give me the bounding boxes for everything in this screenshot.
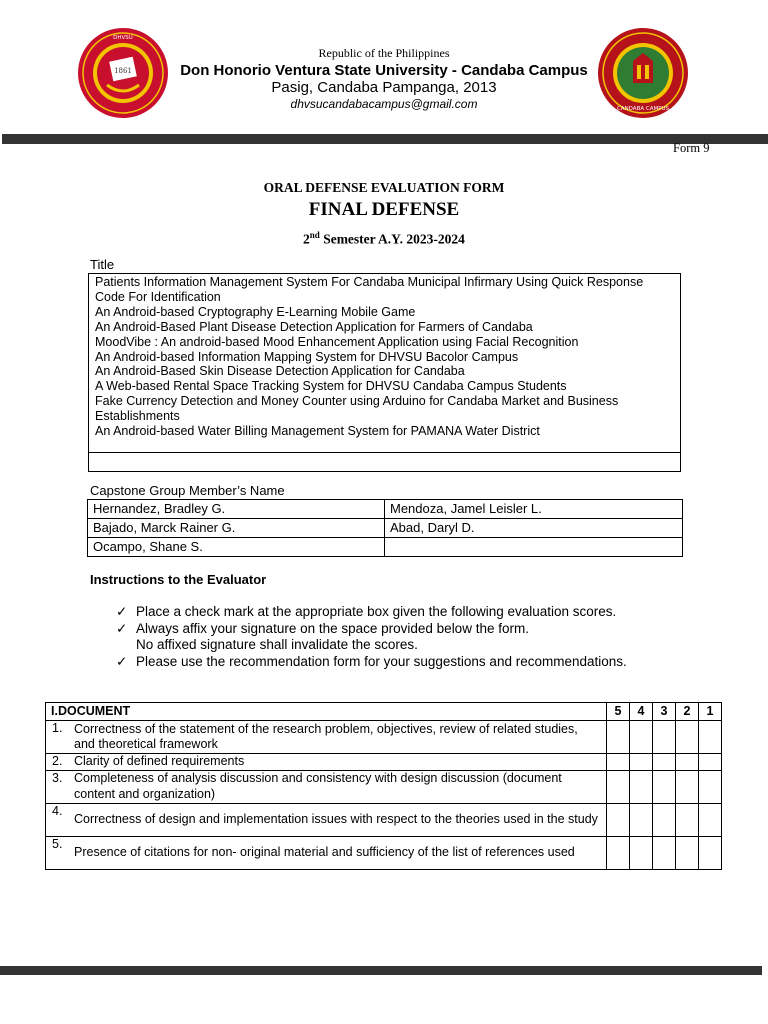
project-title: MoodVibe : An android-based Mood Enhancement Application using Facial Recognition xyxy=(95,334,579,349)
score-checkbox-5[interactable] xyxy=(607,721,630,754)
table-row xyxy=(46,836,722,869)
score-checkbox-4[interactable] xyxy=(630,803,653,836)
table-row xyxy=(88,519,683,538)
member-name: Abad, Daryl D. xyxy=(385,519,683,538)
check-icon: ✓ xyxy=(116,653,128,669)
member-name: Bajado, Marck Rainer G. xyxy=(88,519,385,538)
criterion-cell xyxy=(46,770,607,803)
members-label: Capstone Group Member’s Name xyxy=(90,483,285,498)
criterion-text: Clarity of defined requirements xyxy=(74,754,245,768)
member-name: Ocampo, Shane S. xyxy=(88,538,385,557)
score-checkbox-1[interactable] xyxy=(699,770,722,803)
score-checkbox-1[interactable] xyxy=(699,721,722,754)
instruction-text: Always affix your signature on the space provided below the form. xyxy=(136,620,529,636)
score-header: 5 xyxy=(607,703,630,721)
table-header-row xyxy=(46,703,722,721)
project-title: Patients Information Management System For Candaba Municipal Infirmary Using Quick Response Code For Identification xyxy=(95,275,644,304)
semester-number: 2 xyxy=(303,231,310,247)
score-checkbox-5[interactable] xyxy=(607,803,630,836)
criterion-number: 1. xyxy=(52,721,63,735)
member-name: Hernandez, Bradley G. xyxy=(88,500,385,519)
table-row xyxy=(88,500,683,519)
score-checkbox-2[interactable] xyxy=(676,721,699,754)
score-checkbox-4[interactable] xyxy=(630,836,653,869)
form-title: ORAL DEFENSE EVALUATION FORM xyxy=(263,180,505,195)
criterion-text: Correctness of design and implementation issues with respect to the theories used in the study xyxy=(74,811,598,826)
criterion-cell xyxy=(46,836,607,869)
score-checkbox-2[interactable] xyxy=(676,803,699,836)
criterion-cell xyxy=(46,721,607,754)
criterion-number: 5. xyxy=(52,836,63,851)
score-checkbox-3[interactable] xyxy=(653,836,676,869)
right-seal-subtext: CANDABA CAMPUS xyxy=(616,106,670,112)
semester-suffix: nd xyxy=(309,230,320,240)
score-checkbox-3[interactable] xyxy=(653,803,676,836)
score-checkbox-5[interactable] xyxy=(607,770,630,803)
instructions-title: Instructions to the Evaluator xyxy=(90,572,267,587)
criterion-number: 2. xyxy=(52,754,63,768)
university-name: Don Honorio Ventura State University - Candaba Campus xyxy=(180,62,588,79)
republic-line: Republic of the Philippines xyxy=(318,46,450,60)
check-icon: ✓ xyxy=(116,620,128,636)
score-checkbox-5[interactable] xyxy=(607,754,630,771)
campus-email: dhvsucandabacampus@gmail.com xyxy=(290,97,478,111)
criterion-text: Correctness of the statement of the research problem, objectives, review of related studies, and theoretical framework xyxy=(74,721,578,751)
instructions-list xyxy=(116,604,676,670)
score-checkbox-2[interactable] xyxy=(676,836,699,869)
score-checkbox-3[interactable] xyxy=(653,770,676,803)
evaluation-table xyxy=(45,702,722,870)
criterion-number: 4. xyxy=(52,803,63,818)
project-title: An Android-based Information Mapping System for DHVSU Bacolor Campus xyxy=(95,349,519,364)
criterion-number: 3. xyxy=(52,770,63,785)
score-checkbox-4[interactable] xyxy=(630,770,653,803)
criterion-text: Completeness of analysis discussion and consistency with design discussion (document content and organization) xyxy=(74,771,562,801)
project-title: An Android-based Cryptography E-Learning Mobile Game xyxy=(95,304,416,319)
score-header: 3 xyxy=(653,703,676,721)
table-row xyxy=(46,721,722,754)
project-title: A Web-based Rental Space Tracking System for DHVSU Candaba Campus Students xyxy=(95,379,567,394)
score-checkbox-2[interactable] xyxy=(676,754,699,771)
list-item xyxy=(116,621,676,654)
svg-text:DHVSU: DHVSU xyxy=(113,35,133,41)
table-row xyxy=(46,803,722,836)
score-checkbox-1[interactable] xyxy=(699,754,722,771)
semester-academic-year: Semester A.Y. 2023-2024 xyxy=(319,231,465,247)
table-row xyxy=(88,538,683,557)
project-title: An Android-Based Skin Disease Detection Application for Candaba xyxy=(95,364,465,379)
title-label: Title xyxy=(90,257,115,272)
project-title: An Android-Based Plant Disease Detection Application for Farmers of Candaba xyxy=(95,319,533,334)
instruction-note: No affixed signature shall invalidate the scores. xyxy=(136,637,418,652)
footer-divider xyxy=(0,966,762,975)
header-divider xyxy=(2,134,768,144)
project-titles-box xyxy=(88,273,681,453)
score-checkbox-3[interactable] xyxy=(653,754,676,771)
list-item xyxy=(116,604,676,621)
score-checkbox-5[interactable] xyxy=(607,836,630,869)
score-checkbox-4[interactable] xyxy=(630,754,653,771)
score-header: 2 xyxy=(676,703,699,721)
list-item xyxy=(116,654,676,671)
score-checkbox-3[interactable] xyxy=(653,721,676,754)
criterion-cell xyxy=(46,803,607,836)
table-row xyxy=(46,754,722,771)
score-checkbox-1[interactable] xyxy=(699,803,722,836)
check-icon: ✓ xyxy=(116,604,128,619)
score-header: 1 xyxy=(699,703,722,721)
criterion-text: Presence of citations for non- original material and sufficiency of the list of references used xyxy=(74,844,575,859)
section-header: I.DOCUMENT xyxy=(46,703,607,721)
semester-line xyxy=(0,230,768,248)
member-name xyxy=(385,538,683,557)
criterion-cell xyxy=(46,754,607,771)
instruction-text: Please use the recommendation form for your suggestions and recommendations. xyxy=(136,653,627,669)
member-name: Mendoza, Jamel Leisler L. xyxy=(385,500,683,519)
score-checkbox-2[interactable] xyxy=(676,770,699,803)
score-header: 4 xyxy=(630,703,653,721)
campus-address: Pasig, Candaba Pampanga, 2013 xyxy=(271,79,497,96)
members-table xyxy=(87,499,683,557)
form-number: Form 9 xyxy=(673,141,710,155)
title-blank-row xyxy=(88,452,681,472)
table-row xyxy=(46,770,722,803)
defense-type: FINAL DEFENSE xyxy=(308,199,460,220)
instruction-text: Place a check mark at the appropriate box given the following evaluation scores. xyxy=(136,604,617,619)
score-checkbox-1[interactable] xyxy=(699,836,722,869)
score-checkbox-4[interactable] xyxy=(630,721,653,754)
left-seal-year: 1861 xyxy=(114,67,132,75)
project-title: An Android-based Water Billing Management System for PAMANA Water District xyxy=(95,424,540,439)
project-title: Fake Currency Detection and Money Counter using Arduino for Candaba Market and Business Establishments xyxy=(95,394,619,424)
